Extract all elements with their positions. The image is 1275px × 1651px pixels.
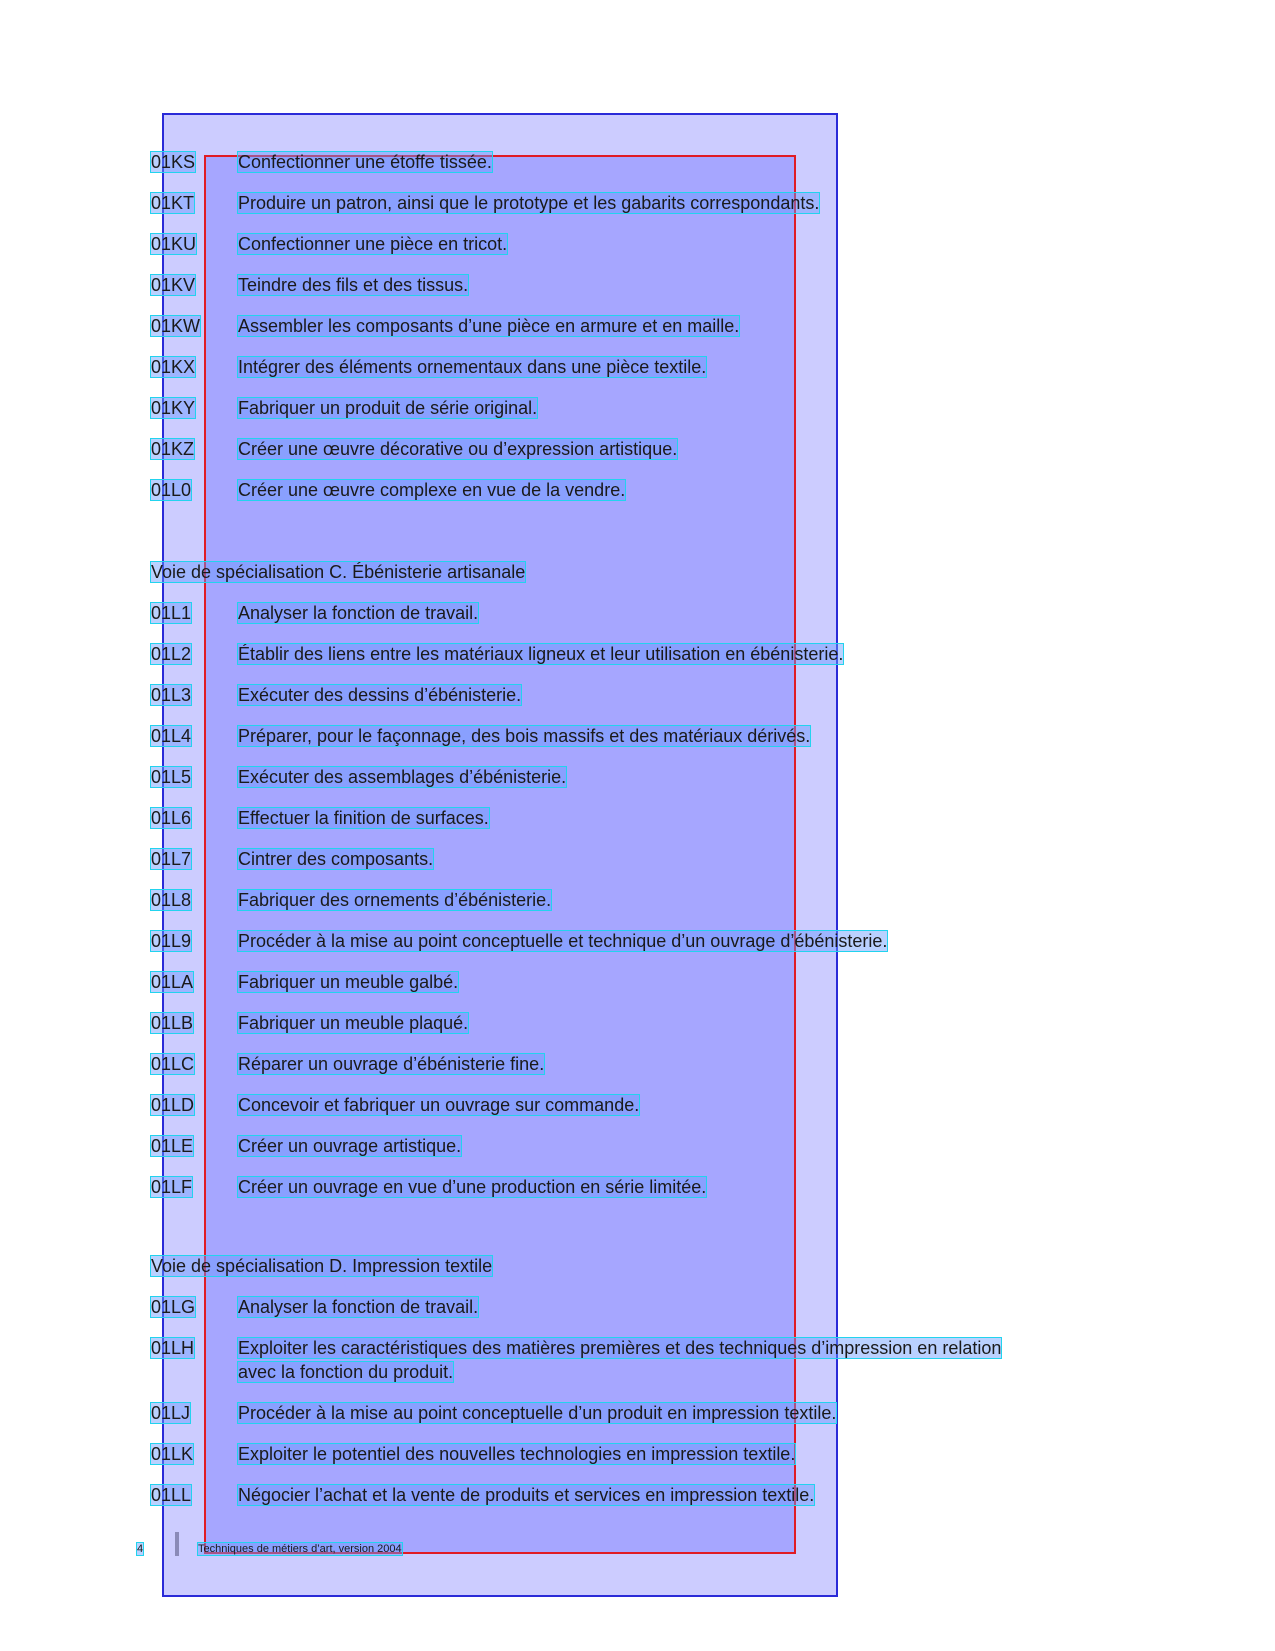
item-text: Assembler les composants d’une pièce en armure et en maille. [238, 316, 740, 336]
item-code: 01KW [151, 316, 201, 336]
page-number: 4 [137, 1543, 144, 1555]
item-text: Confectionner une étoffe tissée. [238, 152, 492, 172]
item-text: Effectuer la finition de surfaces. [238, 808, 489, 828]
item-code: 01L6 [151, 808, 192, 828]
item-code: 01L2 [151, 644, 192, 664]
item-text: Confectionner une pièce en tricot. [238, 234, 508, 254]
item-code: 01KZ [151, 439, 195, 459]
footer-divider [175, 1532, 179, 1556]
item-text: Teindre des fils et des tissus. [238, 275, 469, 295]
item-text: Préparer, pour le façonnage, des bois massifs et des matériaux dérivés. [238, 726, 811, 746]
item-text: Intégrer des éléments ornementaux dans une pièce textile. [238, 357, 707, 377]
item-code: 01L5 [151, 767, 192, 787]
item-code: 01KS [151, 152, 196, 172]
item-text: Produire un patron, ainsi que le prototype et les gabarits correspondants. [238, 193, 820, 213]
item-text: Exécuter des assemblages d’ébénisterie. [238, 767, 567, 787]
item-text: Exécuter des dessins d’ébénisterie. [238, 685, 522, 705]
item-code: 01LL [151, 1485, 192, 1505]
item-text: Fabriquer un meuble galbé. [238, 972, 459, 992]
item-text: Créer une œuvre décorative ou d’expression artistique. [238, 439, 678, 459]
item-text: Créer un ouvrage en vue d’une production en série limitée. [238, 1177, 707, 1197]
item-code: 01LE [151, 1136, 194, 1156]
item-code: 01L4 [151, 726, 192, 746]
item-text: Exploiter le potentiel des nouvelles technologies en impression textile. [238, 1444, 796, 1464]
item-text: Procéder à la mise au point conceptuelle et technique d’un ouvrage d’ébénisterie. [238, 931, 888, 951]
item-code: 01L0 [151, 480, 192, 500]
item-text: Fabriquer des ornements d’ébénisterie. [238, 890, 552, 910]
item-code: 01L3 [151, 685, 192, 705]
item-code: 01LG [151, 1297, 196, 1317]
footer-title: Techniques de métiers d’art, version 2004 [198, 1543, 402, 1555]
item-code: 01LF [151, 1177, 193, 1197]
item-code: 01LJ [151, 1403, 191, 1423]
item-text: Analyser la fonction de travail. [238, 603, 479, 623]
item-code: 01LB [151, 1013, 194, 1033]
item-code: 01LK [151, 1444, 194, 1464]
item-code: 01KV [151, 275, 196, 295]
item-text: Créer une œuvre complexe en vue de la vendre. [238, 480, 626, 500]
item-text-continuation: avec la fonction du produit. [238, 1362, 454, 1382]
item-text: Exploiter les caractéristiques des matières premières et des techniques d’impression en relation [238, 1338, 1002, 1358]
item-code: 01L7 [151, 849, 192, 869]
item-code: 01LH [151, 1338, 195, 1358]
item-text: Concevoir et fabriquer un ouvrage sur commande. [238, 1095, 640, 1115]
item-code: 01KT [151, 193, 195, 213]
item-text: Fabriquer un meuble plaqué. [238, 1013, 469, 1033]
item-code: 01L8 [151, 890, 192, 910]
item-code: 01L9 [151, 931, 192, 951]
item-text: Fabriquer un produit de série original. [238, 398, 538, 418]
section-heading: Voie de spécialisation D. Impression textile [151, 1256, 493, 1276]
item-text: Créer un ouvrage artistique. [238, 1136, 462, 1156]
item-text: Établir des liens entre les matériaux ligneux et leur utilisation en ébénisterie. [238, 644, 844, 664]
item-code: 01L1 [151, 603, 192, 623]
item-code: 01LC [151, 1054, 195, 1074]
item-code: 01LA [151, 972, 194, 992]
item-code: 01LD [151, 1095, 195, 1115]
item-text: Négocier l’achat et la vente de produits et services en impression textile. [238, 1485, 815, 1505]
item-text: Procéder à la mise au point conceptuelle d’un produit en impression textile. [238, 1403, 837, 1423]
item-code: 01KY [151, 398, 196, 418]
item-code: 01KU [151, 234, 197, 254]
item-text: Analyser la fonction de travail. [238, 1297, 479, 1317]
item-text: Réparer un ouvrage d’ébénisterie fine. [238, 1054, 545, 1074]
item-text: Cintrer des composants. [238, 849, 434, 869]
section-heading: Voie de spécialisation C. Ébénisterie artisanale [151, 562, 526, 582]
item-code: 01KX [151, 357, 196, 377]
